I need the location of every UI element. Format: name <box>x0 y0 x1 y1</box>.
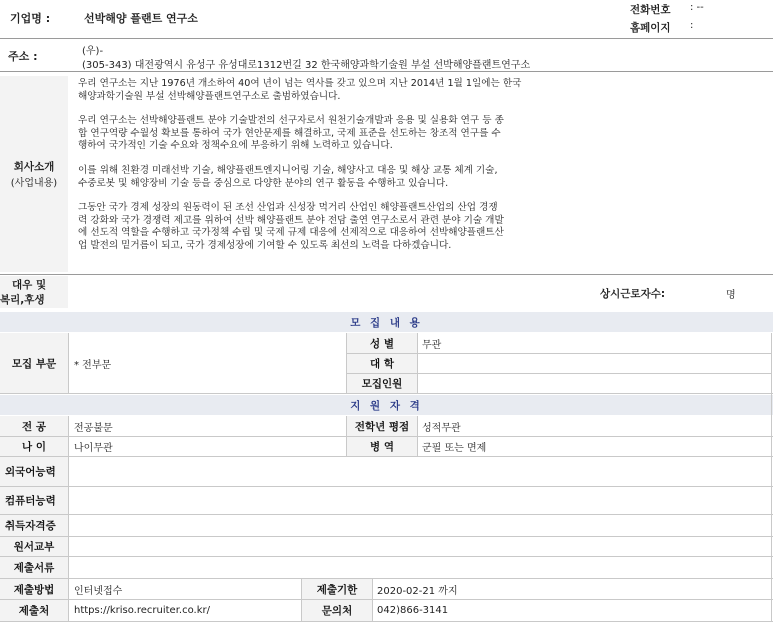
qualification-section-title: 지 원 자 격 <box>0 395 773 415</box>
intro-paragraph: 우리 연구소는 지난 1976년 개소하여 40여 년이 넘는 역사를 갖고 있으며 지난 2014년 1월 1일에는 한국 해양과학기술원 부설 선박해양플랜트연구소로 출범하였습니다. <box>78 78 522 102</box>
workers-unit: 명 <box>726 290 736 301</box>
major-value: 전공불문 <box>74 422 113 434</box>
intro-label: 회사소개 <box>13 161 55 173</box>
univ-label: 대 학 <box>370 357 394 370</box>
divider <box>0 38 773 39</box>
divider <box>346 373 771 374</box>
divider <box>346 333 347 393</box>
recruit-section-title: 모 집 내 용 <box>0 312 773 332</box>
divider <box>301 579 302 621</box>
workers-label: 상시근로자수: <box>600 288 666 300</box>
contact-label: 문의처 <box>321 604 353 617</box>
divider <box>0 393 773 394</box>
method-value: 인터넷접수 <box>74 585 123 597</box>
gender-label: 성 별 <box>370 337 394 350</box>
welfare-sublabel: 복리,후생 <box>0 294 45 306</box>
divider <box>0 436 773 437</box>
address-line1: (우)- <box>82 46 104 57</box>
divider <box>0 621 773 622</box>
divider <box>771 333 772 621</box>
computer-label: 컴퓨터능력 <box>5 494 56 507</box>
military-value: 군필 또는 면제 <box>422 442 487 454</box>
divider <box>68 579 69 621</box>
dept-label: 모집 부문 <box>11 357 57 370</box>
contact-value: 042)866-3141 <box>377 604 449 616</box>
license-label: 취득자격증 <box>5 519 56 532</box>
count-label: 모집인원 <box>361 377 403 390</box>
divider <box>68 333 69 393</box>
age-label: 나 이 <box>22 440 46 453</box>
place-link[interactable]: https://kriso.recruiter.co.kr/ <box>74 604 210 616</box>
deadline-label: 제출기한 <box>316 583 358 596</box>
intro-paragraph: 이를 위해 친환경 미래선박 기술, 해양플랜트엔지니어링 기술, 해양사고 대응 및 해상 교통 체계 기술, 수중로봇 및 해양장비 기술 등을 중심으로 다양한 분야의 연구 활동을 수행하고 있습니다. <box>78 164 498 189</box>
docs-label: 제출서류 <box>13 561 55 574</box>
dept-value: * 전부문 <box>74 359 112 371</box>
divider <box>0 71 773 72</box>
intro-body <box>78 78 588 253</box>
divider <box>0 599 773 600</box>
divider <box>0 536 773 537</box>
divider <box>0 514 773 515</box>
place-label: 제출처 <box>18 604 50 617</box>
divider <box>346 353 771 354</box>
divider <box>0 486 773 487</box>
company-name: 선박해양 플랜트 연구소 <box>84 12 198 25</box>
intro-sublabel: (사업내용) <box>10 178 58 189</box>
gpa-value: 성적무관 <box>422 422 461 434</box>
method-label: 제출방법 <box>13 583 55 596</box>
divider <box>0 556 773 557</box>
welfare-label-box <box>0 276 68 308</box>
phone-value: : -- <box>690 2 704 13</box>
intro-paragraph: 그동안 국가 경제 성장의 원동력이 된 조선 산업과 신성장 먹거리 산업인 해양플랜트산업의 산업 경쟁 력 강화와 국가 경쟁력 제고를 위하여 선박 해양플랜트 분야 전담 출연 연구소로서 관련 분야 기술 개발 에 선도적 역할을 수행하고 국가정책 수립 및 국제 규제 대응에 선제적으로 대응하여 선박해양플랜트산 업 발전의 밑거름이 되고, 국가 경제성장에 기여할 수 있도록 최선의 노력을 다하겠습니다. <box>78 202 504 251</box>
language-label: 외국어능력 <box>5 465 56 478</box>
divider <box>372 579 373 621</box>
company-label: 기업명 : <box>10 12 51 25</box>
divider <box>0 274 773 275</box>
homepage-value[interactable]: : <box>690 20 694 31</box>
form-label: 원서교부 <box>13 540 55 553</box>
intro-paragraph: 우리 연구소는 선박해양플랜트 분야 기술발전의 선구자로서 원천기술개발과 응용 및 실용화 연구 등 종 합 연구역량 수월성 확보를 통하여 국가 현안문제를 해결하고, 국제 표준을 선도하는 창조적 연구를 수 행하여 국가적인 기술 수요와 정책수요에 부응하기 위해 노력하고 있습니다. <box>78 115 504 152</box>
intro-label-box <box>0 76 68 272</box>
major-label: 전 공 <box>22 420 46 433</box>
phone-label: 전화번호 <box>630 4 671 16</box>
deadline-value: 2020-02-21 까지 <box>377 585 458 597</box>
divider <box>0 456 773 457</box>
univ-value <box>418 353 768 373</box>
gender-value: 무관 <box>422 339 442 351</box>
count-value <box>418 373 768 393</box>
gpa-label: 전학년 평점 <box>354 420 410 433</box>
military-label: 병 역 <box>370 440 394 453</box>
welfare-label: 대우 및 <box>12 279 47 291</box>
address-label: 주소 : <box>8 50 38 63</box>
homepage-label: 홈페이지 <box>630 22 671 34</box>
age-value: 나이무관 <box>74 442 113 454</box>
address-line2: (305-343) 대전광역시 유성구 유성대로1312번길 32 한국해양과학기술원 부설 선박해양플랜트연구소 <box>82 60 531 71</box>
divider <box>417 333 418 393</box>
